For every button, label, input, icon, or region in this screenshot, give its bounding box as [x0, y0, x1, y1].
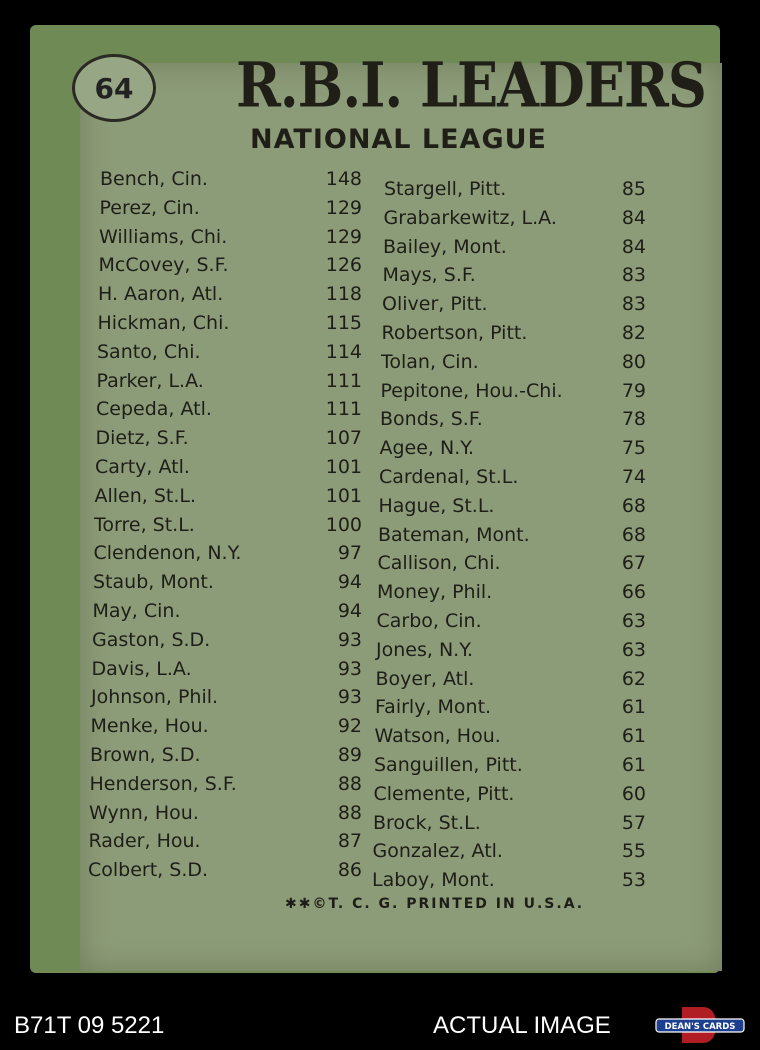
player-name: Johnson, Phil. — [91, 686, 219, 709]
rbi-value: 93 — [337, 628, 362, 651]
player-name: Rader, Hou. — [88, 830, 201, 853]
player-name: Oliver, Pitt. — [382, 293, 488, 316]
leader-row — [383, 233, 646, 261]
leader-row — [89, 827, 363, 855]
leader-row — [92, 655, 363, 683]
leader-row — [89, 799, 362, 827]
leader-row — [95, 453, 362, 481]
leader-row — [96, 395, 362, 423]
player-name: Menke, Hou. — [90, 715, 209, 738]
player-name: Santo, Chi. — [97, 340, 201, 363]
rbi-value: 78 — [621, 408, 646, 431]
player-name: Colbert, S.D. — [88, 859, 209, 882]
rbi-value: 60 — [621, 782, 646, 805]
leader-row — [100, 194, 363, 222]
player-name: McCovey, S.F. — [98, 254, 229, 277]
player-name: Carbo, Cin. — [376, 610, 482, 632]
leader-row — [379, 463, 646, 491]
rbi-value: 85 — [621, 178, 646, 200]
rbi-value: 83 — [621, 264, 646, 287]
leader-row — [380, 405, 646, 433]
rbi-value: 55 — [621, 840, 646, 863]
player-name: Boyer, Atl. — [375, 667, 475, 690]
player-name: Cardenal, St.L. — [379, 466, 519, 488]
rbi-value: 79 — [621, 379, 646, 402]
leader-row — [384, 175, 646, 203]
rbi-value: 101 — [325, 484, 362, 507]
leader-row — [93, 568, 362, 596]
rbi-value: 63 — [621, 610, 646, 632]
rbi-value: 89 — [337, 744, 362, 766]
player-name: Pepitone, Hou.-Chi. — [380, 379, 563, 402]
rbi-value: 68 — [621, 523, 646, 546]
player-name: Mays, S.F. — [382, 264, 476, 287]
leader-row — [98, 280, 362, 308]
rbi-value: 94 — [337, 571, 362, 594]
player-name: Laboy, Mont. — [372, 869, 495, 892]
player-name: Parker, L.A. — [96, 369, 204, 392]
leader-row — [378, 549, 647, 577]
leader-row — [90, 741, 362, 769]
rbi-value: 80 — [621, 350, 646, 373]
leader-row — [91, 712, 363, 740]
player-name: Cepeda, Atl. — [96, 398, 212, 421]
rbi-value: 92 — [337, 715, 362, 738]
rbi-value: 115 — [325, 312, 362, 334]
rbi-value: 66 — [621, 581, 646, 604]
leader-row — [100, 165, 362, 193]
rbi-value: 57 — [621, 811, 646, 834]
player-name: H. Aaron, Atl. — [98, 283, 224, 306]
leader-row — [383, 261, 647, 289]
player-name: Davis, L.A. — [91, 657, 192, 680]
actual-image-label: ACTUAL IMAGE — [433, 1012, 611, 1039]
leader-row — [382, 319, 647, 347]
player-name: Bateman, Mont. — [378, 523, 530, 546]
player-name: Perez, Cin. — [99, 196, 200, 219]
rbi-value: 61 — [621, 754, 646, 776]
rbi-value: 148 — [325, 168, 362, 190]
rbi-value: 126 — [325, 254, 362, 277]
player-name: Jones, N.Y. — [376, 638, 473, 661]
leader-row — [381, 348, 646, 376]
leader-row — [99, 223, 362, 251]
player-name: Bonds, S.F. — [380, 408, 483, 431]
rbi-value: 107 — [325, 427, 362, 450]
deans-cards-logo — [654, 1005, 746, 1045]
player-name: Carty, Atl. — [95, 456, 190, 478]
rbi-value: 88 — [337, 772, 362, 795]
rbi-value: 87 — [337, 830, 362, 853]
player-name: Agee, N.Y. — [379, 437, 475, 460]
rbi-value: 61 — [621, 725, 646, 748]
rbi-value: 97 — [337, 542, 362, 565]
rbi-value: 86 — [337, 859, 362, 882]
leader-row — [372, 866, 646, 894]
player-name: Money, Phil. — [377, 581, 493, 604]
leader-row — [374, 751, 646, 779]
leader-row — [377, 607, 647, 635]
rbi-value: 82 — [621, 322, 646, 344]
player-name: Williams, Chi. — [99, 225, 228, 248]
rbi-value: 111 — [325, 398, 362, 421]
rbi-value: 93 — [337, 657, 362, 680]
player-name: Bailey, Mont. — [383, 235, 507, 258]
player-name: Robertson, Pitt. — [381, 322, 528, 344]
leader-row — [380, 434, 647, 462]
inventory-code: B71T 09 5221 — [14, 1012, 165, 1039]
player-name: Stargell, Pitt. — [384, 178, 507, 200]
player-name: Clendenon, N.Y. — [93, 542, 242, 565]
player-name: May, Cin. — [92, 600, 181, 622]
rbi-value: 68 — [621, 494, 646, 517]
player-name: Callison, Chi. — [377, 552, 501, 575]
leader-row — [382, 290, 646, 318]
rbi-value: 67 — [621, 552, 646, 575]
player-name: Gonzalez, Atl. — [372, 840, 503, 863]
rbi-value: 61 — [621, 696, 646, 719]
player-name: Watson, Hou. — [374, 725, 501, 748]
rbi-value: 129 — [325, 196, 362, 219]
leader-row — [373, 809, 646, 837]
leader-row — [94, 539, 363, 567]
leader-row — [375, 693, 646, 721]
rbi-value: 101 — [325, 456, 362, 478]
player-name: Fairly, Mont. — [375, 696, 492, 719]
leader-row — [96, 424, 363, 452]
player-name: Grabarkewitz, L.A. — [383, 206, 557, 229]
leader-row — [376, 665, 647, 693]
leader-row — [381, 377, 647, 405]
leader-row — [378, 521, 646, 549]
leader-row — [384, 204, 647, 232]
rbi-value: 129 — [325, 225, 362, 248]
leader-row — [373, 837, 647, 865]
leader-row — [97, 338, 362, 366]
rbi-value: 75 — [621, 437, 646, 460]
copyright-footer: ✱✱©T. C. G. PRINTED IN U.S.A. — [285, 896, 585, 912]
leader-row — [375, 722, 647, 750]
player-name: Staub, Mont. — [93, 571, 214, 594]
rbi-value: 53 — [621, 869, 646, 892]
leader-row — [98, 309, 363, 337]
card-subtitle: NATIONAL LEAGUE — [250, 124, 547, 155]
rbi-value: 84 — [621, 206, 646, 229]
rbi-value: 84 — [621, 235, 646, 258]
leader-row — [99, 251, 363, 279]
rbi-value: 114 — [325, 340, 362, 363]
player-name: Gaston, S.D. — [92, 628, 211, 651]
leader-row — [93, 597, 363, 625]
player-name: Wynn, Hou. — [89, 801, 199, 824]
player-name: Clemente, Pitt. — [373, 782, 515, 805]
rbi-value: 74 — [621, 466, 646, 488]
leader-row — [92, 626, 362, 654]
rbi-value: 62 — [621, 667, 646, 690]
card-title: R.B.I. LEADERS — [236, 48, 706, 122]
rbi-value: 88 — [337, 801, 362, 824]
leader-row — [379, 492, 647, 520]
card-number-badge — [72, 54, 156, 122]
leader-row — [94, 511, 362, 539]
rbi-value: 94 — [337, 600, 362, 622]
player-name: Brock, St.L. — [373, 811, 481, 834]
rbi-value: 93 — [337, 686, 362, 709]
player-name: Dietz, S.F. — [95, 427, 189, 450]
rbi-value: 63 — [621, 638, 646, 661]
leader-row — [374, 780, 647, 808]
player-name: Hickman, Chi. — [97, 312, 230, 334]
leader-row — [376, 636, 646, 664]
player-name: Sanguillen, Pitt. — [374, 754, 523, 776]
player-name: Bench, Cin. — [100, 168, 208, 190]
rbi-value: 83 — [621, 293, 646, 316]
svg-text:DEAN'S CARDS: DEAN'S CARDS — [664, 1022, 736, 1032]
player-name: Henderson, S.F. — [89, 772, 237, 795]
card-number: 64 — [94, 71, 134, 105]
player-name: Tolan, Cin. — [381, 350, 479, 373]
leader-row — [90, 770, 363, 798]
rbi-value: 111 — [325, 369, 362, 392]
leader-row — [88, 856, 362, 884]
player-name: Brown, S.D. — [90, 744, 201, 766]
player-name: Allen, St.L. — [94, 484, 197, 507]
leader-row — [97, 367, 363, 395]
rbi-value: 100 — [325, 513, 362, 536]
leader-row — [377, 578, 646, 606]
rbi-value: 118 — [325, 283, 362, 306]
leader-row — [95, 482, 363, 510]
player-name: Torre, St.L. — [94, 513, 195, 536]
leader-row — [91, 683, 362, 711]
player-name: Hague, St.L. — [378, 494, 495, 517]
